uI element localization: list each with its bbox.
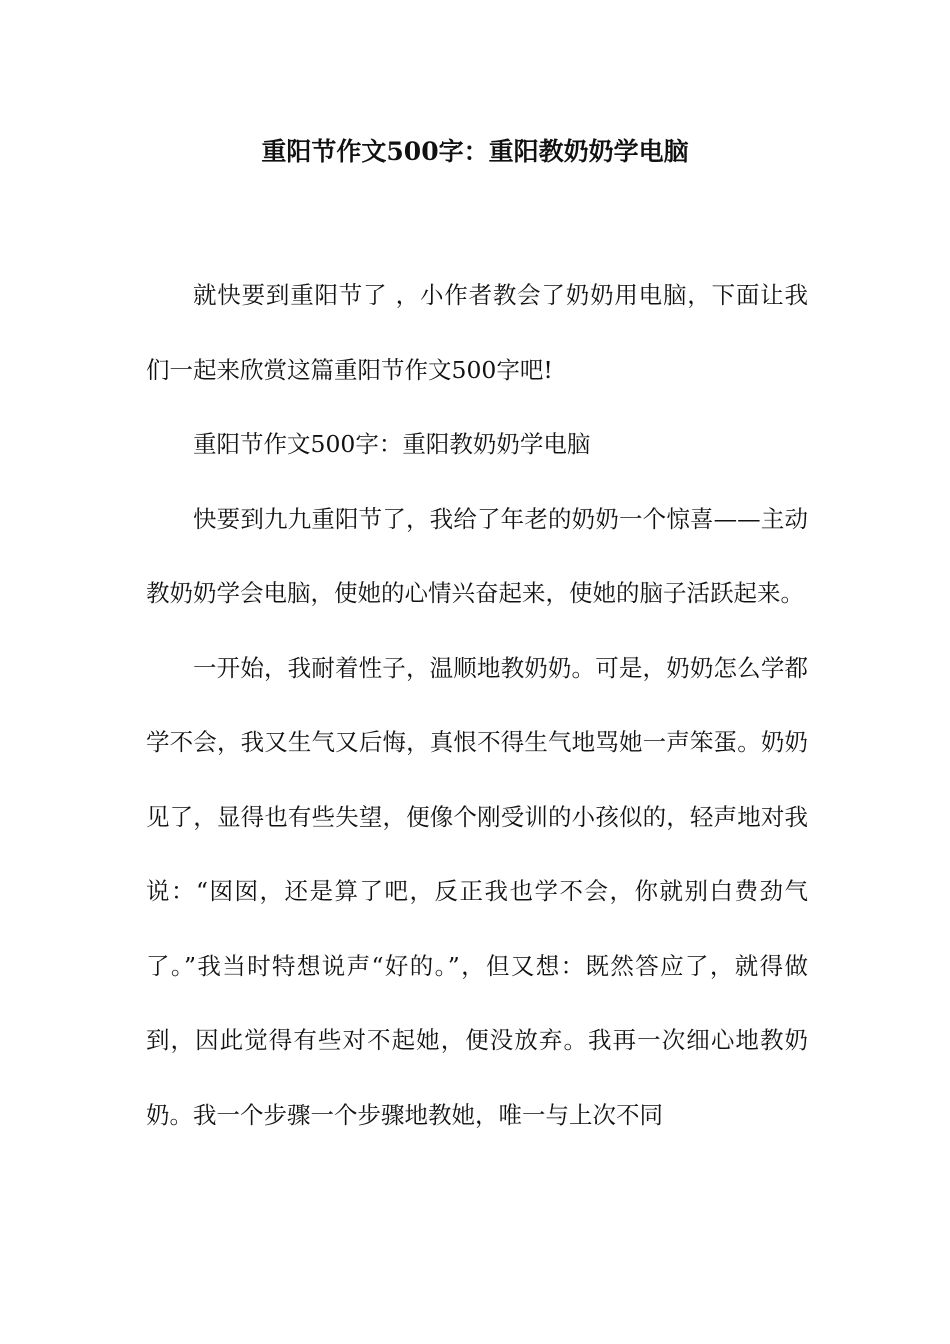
document-title: 重阳节作文500字：重阳教奶奶学电脑: [261, 137, 689, 166]
paragraph-opening: 快要到九九重阳节了，我给了年老的奶奶一个惊喜——主动教奶奶学会电脑，使她的心情兴奋起来，使她的脑子活跃起来。: [146, 504, 808, 607]
paragraph-intro: 就快要到重阳节了 ，小作者教会了奶奶用电脑，下面让我们一起来欣赏这篇重阳节作文500字吧!: [146, 281, 808, 384]
document-body: [146, 258, 808, 1152]
paragraph-story: 一开始，我耐着性子，温顺地教奶奶。可是，奶奶怎么学都学不会，我又生气又后悔，真恨不得生气地骂她一声笨蛋。奶奶见了，显得也有些失望，便像个刚受训的小孩似的，轻声地对我说：“囡囡，还是算了吧，反正我也学不会，你就别白费劲气了。”我当时特想说声“好的。”，但又想：既然答应了，就得做到，因此觉得有些对不起她，便没放弃。我再一次细心地教奶奶。我一个步骤一个步骤地教她，唯一与上次不同: [146, 653, 808, 1129]
paragraph-subtitle: 重阳节作文500字：重阳教奶奶学电脑: [193, 430, 591, 458]
